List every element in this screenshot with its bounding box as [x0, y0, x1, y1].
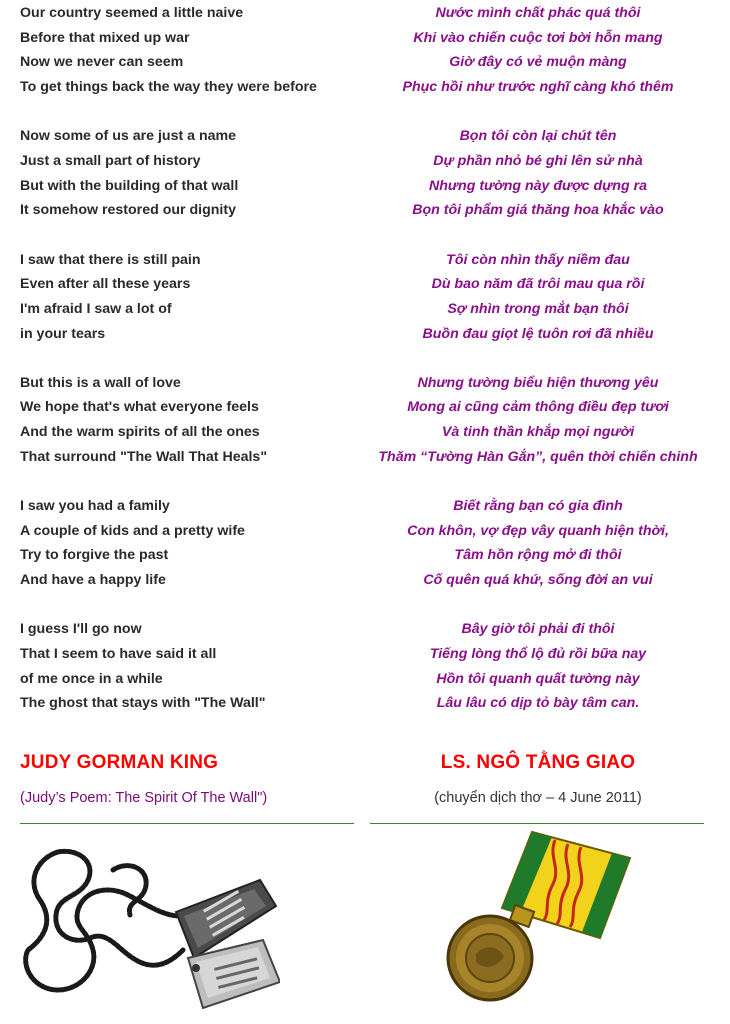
english-line: A couple of kids and a pretty wife [20, 522, 245, 539]
vietnamese-line: Con khôn, vợ đẹp vây quanh hiện thời, [407, 522, 669, 539]
english-stanza [20, 617, 360, 716]
vietnamese-line: Khi vào chiến cuộc tơi bời hỗn mang [413, 29, 663, 46]
english-line: Just a small part of history [20, 152, 201, 169]
vietnamese-line: Thăm “Tường Hàn Gắn”, quên thời chiến chinh [378, 448, 698, 465]
vietnamese-stanza [368, 1, 708, 100]
vietnamese-line: Dù bao năm đã trôi mau qua rồi [431, 276, 645, 293]
vietnamese-line: Hồn tôi quanh quất tường này [436, 670, 640, 687]
vietnamese-line: Lâu lâu có dịp tỏ bày tâm can. [436, 695, 640, 712]
vietnamese-line: Biết rằng bạn có gia đình [453, 498, 623, 514]
vietnamese-line: Sợ nhìn trong mắt bạn thôi [447, 300, 629, 317]
vietnamese-line: Buồn đau giọt lệ tuôn rơi đã nhiều [422, 325, 654, 342]
vietnamese-stanza [368, 494, 708, 593]
english-line: And have a happy life [20, 572, 166, 589]
vietnamese-line: Dự phần nhỏ bé ghi lên sử nhà [433, 152, 643, 169]
english-line: Before that mixed up war [20, 29, 190, 46]
subtitle-vietnamese: (chuyển dịch thơ – 4 June 2011) [434, 790, 642, 806]
vietnamese-line: Mong ai cũng cảm thông điều đẹp tươi [407, 399, 669, 416]
english-line: Try to forgive the past [20, 547, 169, 564]
vietnamese-line: Bọn tôi phẩm giá thăng hoa khắc vào [412, 202, 664, 219]
english-line: We hope that's what everyone feels [20, 399, 259, 416]
medal-image [440, 828, 640, 1004]
vietnamese-line: Tiếng lòng thổ lộ đủ rồi bữa nay [429, 645, 647, 662]
english-line: It somehow restored our dignity [20, 202, 236, 219]
english-stanza [20, 1, 360, 100]
vietnamese-line: Giờ đây có vẻ muộn màng [449, 54, 627, 71]
poem-english [20, 1, 360, 741]
vietnamese-stanza [368, 371, 708, 470]
english-line: I saw that there is still pain [20, 251, 201, 268]
english-line: That surround "The Wall That Heals" [20, 448, 268, 465]
vietnamese-line: Nhưng tường biểu hiện thương yêu [417, 374, 659, 391]
english-stanza [20, 248, 360, 347]
english-line: That I seem to have said it all [20, 645, 217, 662]
english-line: in your tears [20, 325, 106, 342]
vietnamese-line: Tôi còn nhìn thấy niềm đau [446, 251, 630, 268]
english-line: Now we never can seem [20, 54, 184, 71]
english-line: Our country seemed a little naive [20, 5, 244, 21]
vietnamese-stanza [368, 617, 708, 716]
english-stanza [20, 124, 360, 223]
vietnamese-line: Bọn tôi còn lại chút tên [459, 128, 617, 145]
divider-right [370, 823, 704, 824]
vietnamese-line: Phục hồi như trước nghĩ càng khó thêm [402, 79, 674, 96]
divider-left [20, 823, 354, 824]
english-line: The ghost that stays with "The Wall" [20, 695, 266, 712]
english-line: I'm afraid I saw a lot of [20, 300, 172, 317]
english-stanza [20, 494, 360, 593]
vietnamese-stanza [368, 248, 708, 347]
english-line: Even after all these years [20, 276, 191, 293]
vietnamese-line: Nhưng tường này được dựng ra [429, 177, 647, 194]
author-vietnamese: LS. NGÔ TẰNG GIAO [440, 752, 636, 773]
vietnamese-line: Nước mình chất phác quá thôi [435, 5, 641, 21]
english-line: But this is a wall of love [20, 374, 181, 391]
author-english: JUDY GORMAN KING [20, 752, 219, 773]
vietnamese-line: Cố quên quá khứ, sống đời an vui [423, 572, 653, 589]
english-line: Now some of us are just a name [20, 128, 237, 145]
vietnamese-line: Và tinh thần khắp mọi người [441, 424, 635, 441]
english-line: of me once in a while [20, 670, 163, 687]
english-line: I saw you had a family [20, 498, 170, 514]
english-line: And the warm spirits of all the ones [20, 424, 260, 441]
vietnamese-stanza [368, 124, 708, 223]
dog-tags-image [18, 840, 280, 1024]
subtitle-english: (Judy’s Poem: The Spirit Of The Wall") [20, 790, 268, 806]
vietnamese-line: Bây giờ tôi phải đi thôi [461, 621, 615, 638]
poem-vietnamese [368, 1, 708, 741]
english-stanza [20, 371, 360, 470]
vietnamese-line: Tâm hồn rộng mở đi thôi [454, 547, 622, 564]
english-line: But with the building of that wall [20, 177, 239, 194]
english-line: I guess I'll go now [20, 621, 142, 638]
english-line: To get things back the way they were before [20, 79, 317, 96]
